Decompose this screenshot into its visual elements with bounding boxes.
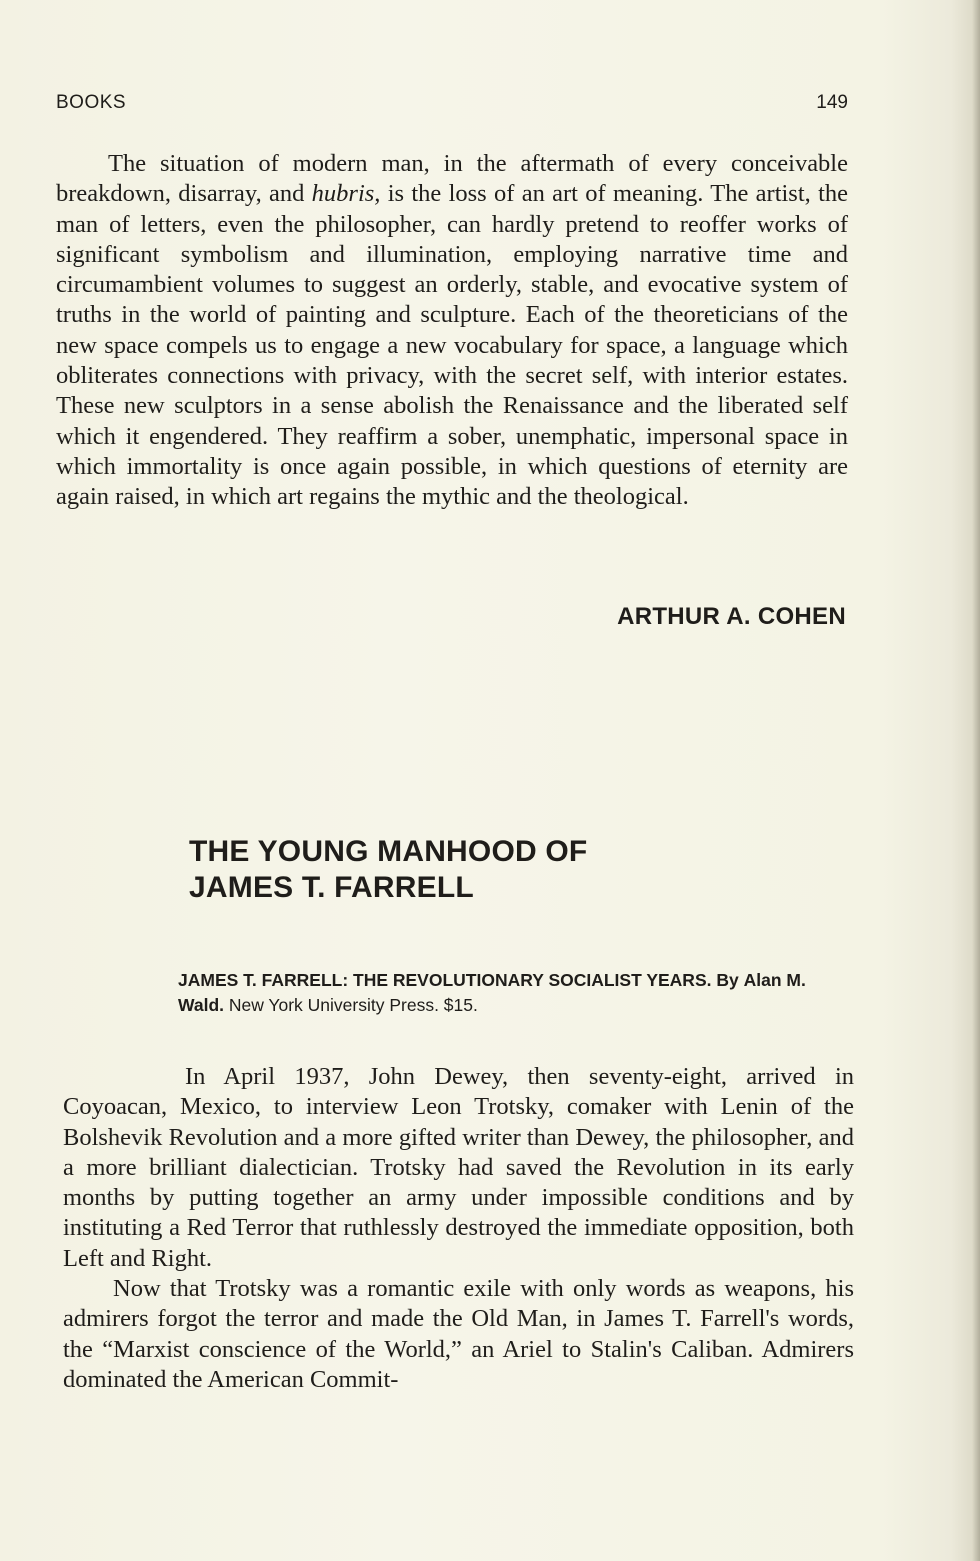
article-title-line-2: JAMES T. FARRELL bbox=[189, 871, 474, 904]
page-edge-shadow bbox=[972, 0, 980, 1561]
paragraph-text-end: is the loss of an art of meaning. The artist, the man of letters, even the philosopher, can hardly pretend to reoffer works of significant symbolism and illumination, employing narrative time and circumambient volumes to suggest an orderly, stable, and evocative system of truths in the world of painting and sculpture. Each of the theoreticians of the new space compels us to engage a new vocabulary for space, a language which obliterates connections with privacy, with the secret self, with interior estates. These new sculptors in a sense abolish the Renaissance and the liberated self which it engendered. They reaffirm a sober, unemphatic, impersonal space in which immortality is once again possible, in which questions of eternity are again raised, in which art regains the mythic and the theological. bbox=[56, 180, 849, 511]
paragraph-text-start: The situation of modern man, in the aftermath of every conceivable breakdown, disarray, and bbox=[56, 150, 848, 208]
italic-term: hubris, bbox=[311, 180, 381, 208]
previous-review-text bbox=[56, 149, 848, 513]
article-paragraph-1: In April 1937, John Dewey, then seventy-eight, arrived in Coyoacan, Mexico, to interview Leon Trotsky, comaker with Lenin of the Bolshevik Revolution and a more gifted writer than Dewey, the philosopher, and a more brilliant dialectician. Trotsky had saved the Revolution in its early months by putting together an army under impossible conditions and by instituting a Red Terror that ruthlessly destroyed the immediate opposition, both Left and Right. bbox=[63, 1063, 854, 1272]
book-publisher-price: New York University Press. $15. bbox=[224, 995, 478, 1015]
reviewed-book-info bbox=[178, 968, 850, 1018]
page-number: 149 bbox=[816, 92, 848, 113]
article-title-line-1: THE YOUNG MANHOOD OF bbox=[189, 835, 588, 868]
running-head: BOOKS bbox=[56, 92, 127, 113]
book-author: Alan M. Wald. bbox=[178, 970, 806, 1015]
article-body bbox=[63, 1062, 854, 1395]
article-paragraph-2: Now that Trotsky was a romantic exile with only words as weapons, his admirers forgot the terror and made the Old Man, in James T. Farrell's words, the “Marxist conscience of the World,” an Ariel to Stalin's Caliban. Admirers dominated the American Commit- bbox=[63, 1275, 854, 1393]
article-title bbox=[189, 834, 587, 906]
review-author-signature: ARTHUR A. COHEN bbox=[617, 603, 846, 630]
book-title: JAMES T. FARRELL: THE REVOLUTIONARY SOCIALIST YEARS. By bbox=[178, 970, 739, 990]
previous-review-paragraph bbox=[56, 149, 848, 513]
